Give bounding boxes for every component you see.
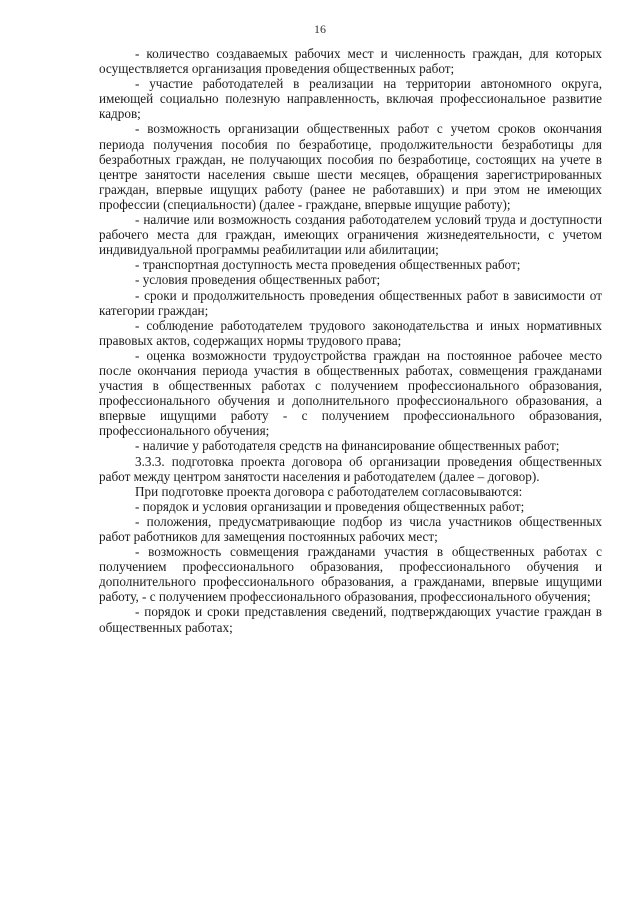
- paragraph-working-conditions-disabled: - наличие или возможность создания работодателем условий труда и доступности рабочего места для граждан, имеющих ограничения жизнедеятельности, с учетом индивидуальной программы реабилитации или абилитации;: [99, 212, 602, 258]
- paragraph-selection-provisions: - положения, предусматривающие подбор из числа участников общественных работ работников для замещения постоянных рабочих мест;: [99, 513, 602, 544]
- paragraph-section-3-3-3: 3.3.3. подготовка проекта договора об организации проведения общественных работ между центром занятости населения и работодателем (далее – договор).: [99, 453, 602, 484]
- page-number: 16: [314, 22, 326, 36]
- paragraph-employer-participation: - участие работодателей в реализации на территории автономного округа, имеющей социально полезную направленность, включая профессиональное развитие кадров;: [99, 76, 602, 122]
- paragraph-transport-accessibility: - транспортная доступность места проведения общественных работ;: [135, 257, 521, 273]
- paragraph-jobs-count: - количество создаваемых рабочих мест и численность граждан, для которых осуществляется организация проведения общественных работ;: [99, 46, 602, 77]
- paragraph-organization-possibility: - возможность организации общественных работ с учетом сроков окончания периода получения пособия по безработице, продолжительности безработицы для безработных граждан, не получающих пособия по безработице, состоящих на учете в центре занятости населения свыше шести месяцев, обращения зарегистрированных граждан, впервые ищущих работу (ранее не работавших) и при этом не имеющих профессии (специальности) (далее - граждане, впервые ищущие работу);: [99, 121, 602, 212]
- document-body: [99, 46, 602, 635]
- paragraph-procedure-conditions: - порядок и условия организации и проведения общественных работ;: [135, 498, 525, 514]
- paragraph-agreement-intro: При подготовке проекта договора с работодателем согласовываются:: [135, 483, 523, 499]
- paragraph-combining-education: - возможность совмещения гражданами участия в общественных работах с получением профессионального образования, профессионального обучения и дополнительного профессионального образования, а гражданами, впервые ищущими работу, - с получением профессионального образования, профессионального обучения;: [99, 544, 602, 605]
- paragraph-work-conditions: - условия проведения общественных работ;: [135, 272, 381, 288]
- paragraph-labor-law-compliance: - соблюдение работодателем трудового законодательства и иных нормативных правовых актов, содержащих нормы трудового права;: [99, 317, 602, 348]
- paragraph-reporting-procedure: - порядок и сроки представления сведений, подтверждающих участие граждан в общественных работах;: [99, 604, 602, 635]
- paragraph-terms-duration: - сроки и продолжительность проведения общественных работ в зависимости от категории граждан;: [99, 287, 602, 318]
- paragraph-employer-funds: - наличие у работодателя средств на финансирование общественных работ;: [135, 438, 560, 454]
- paragraph-employment-assessment: - оценка возможности трудоустройства граждан на постоянное рабочее место после окончания периода участия в общественных работах, совмещения гражданами участия в общественных работах с получением профессионального образования, профессионального обучения и дополнительного профессионального образования, а впервые ищущими работу - с получением профессионального образования, профессионального обучения;: [99, 347, 602, 439]
